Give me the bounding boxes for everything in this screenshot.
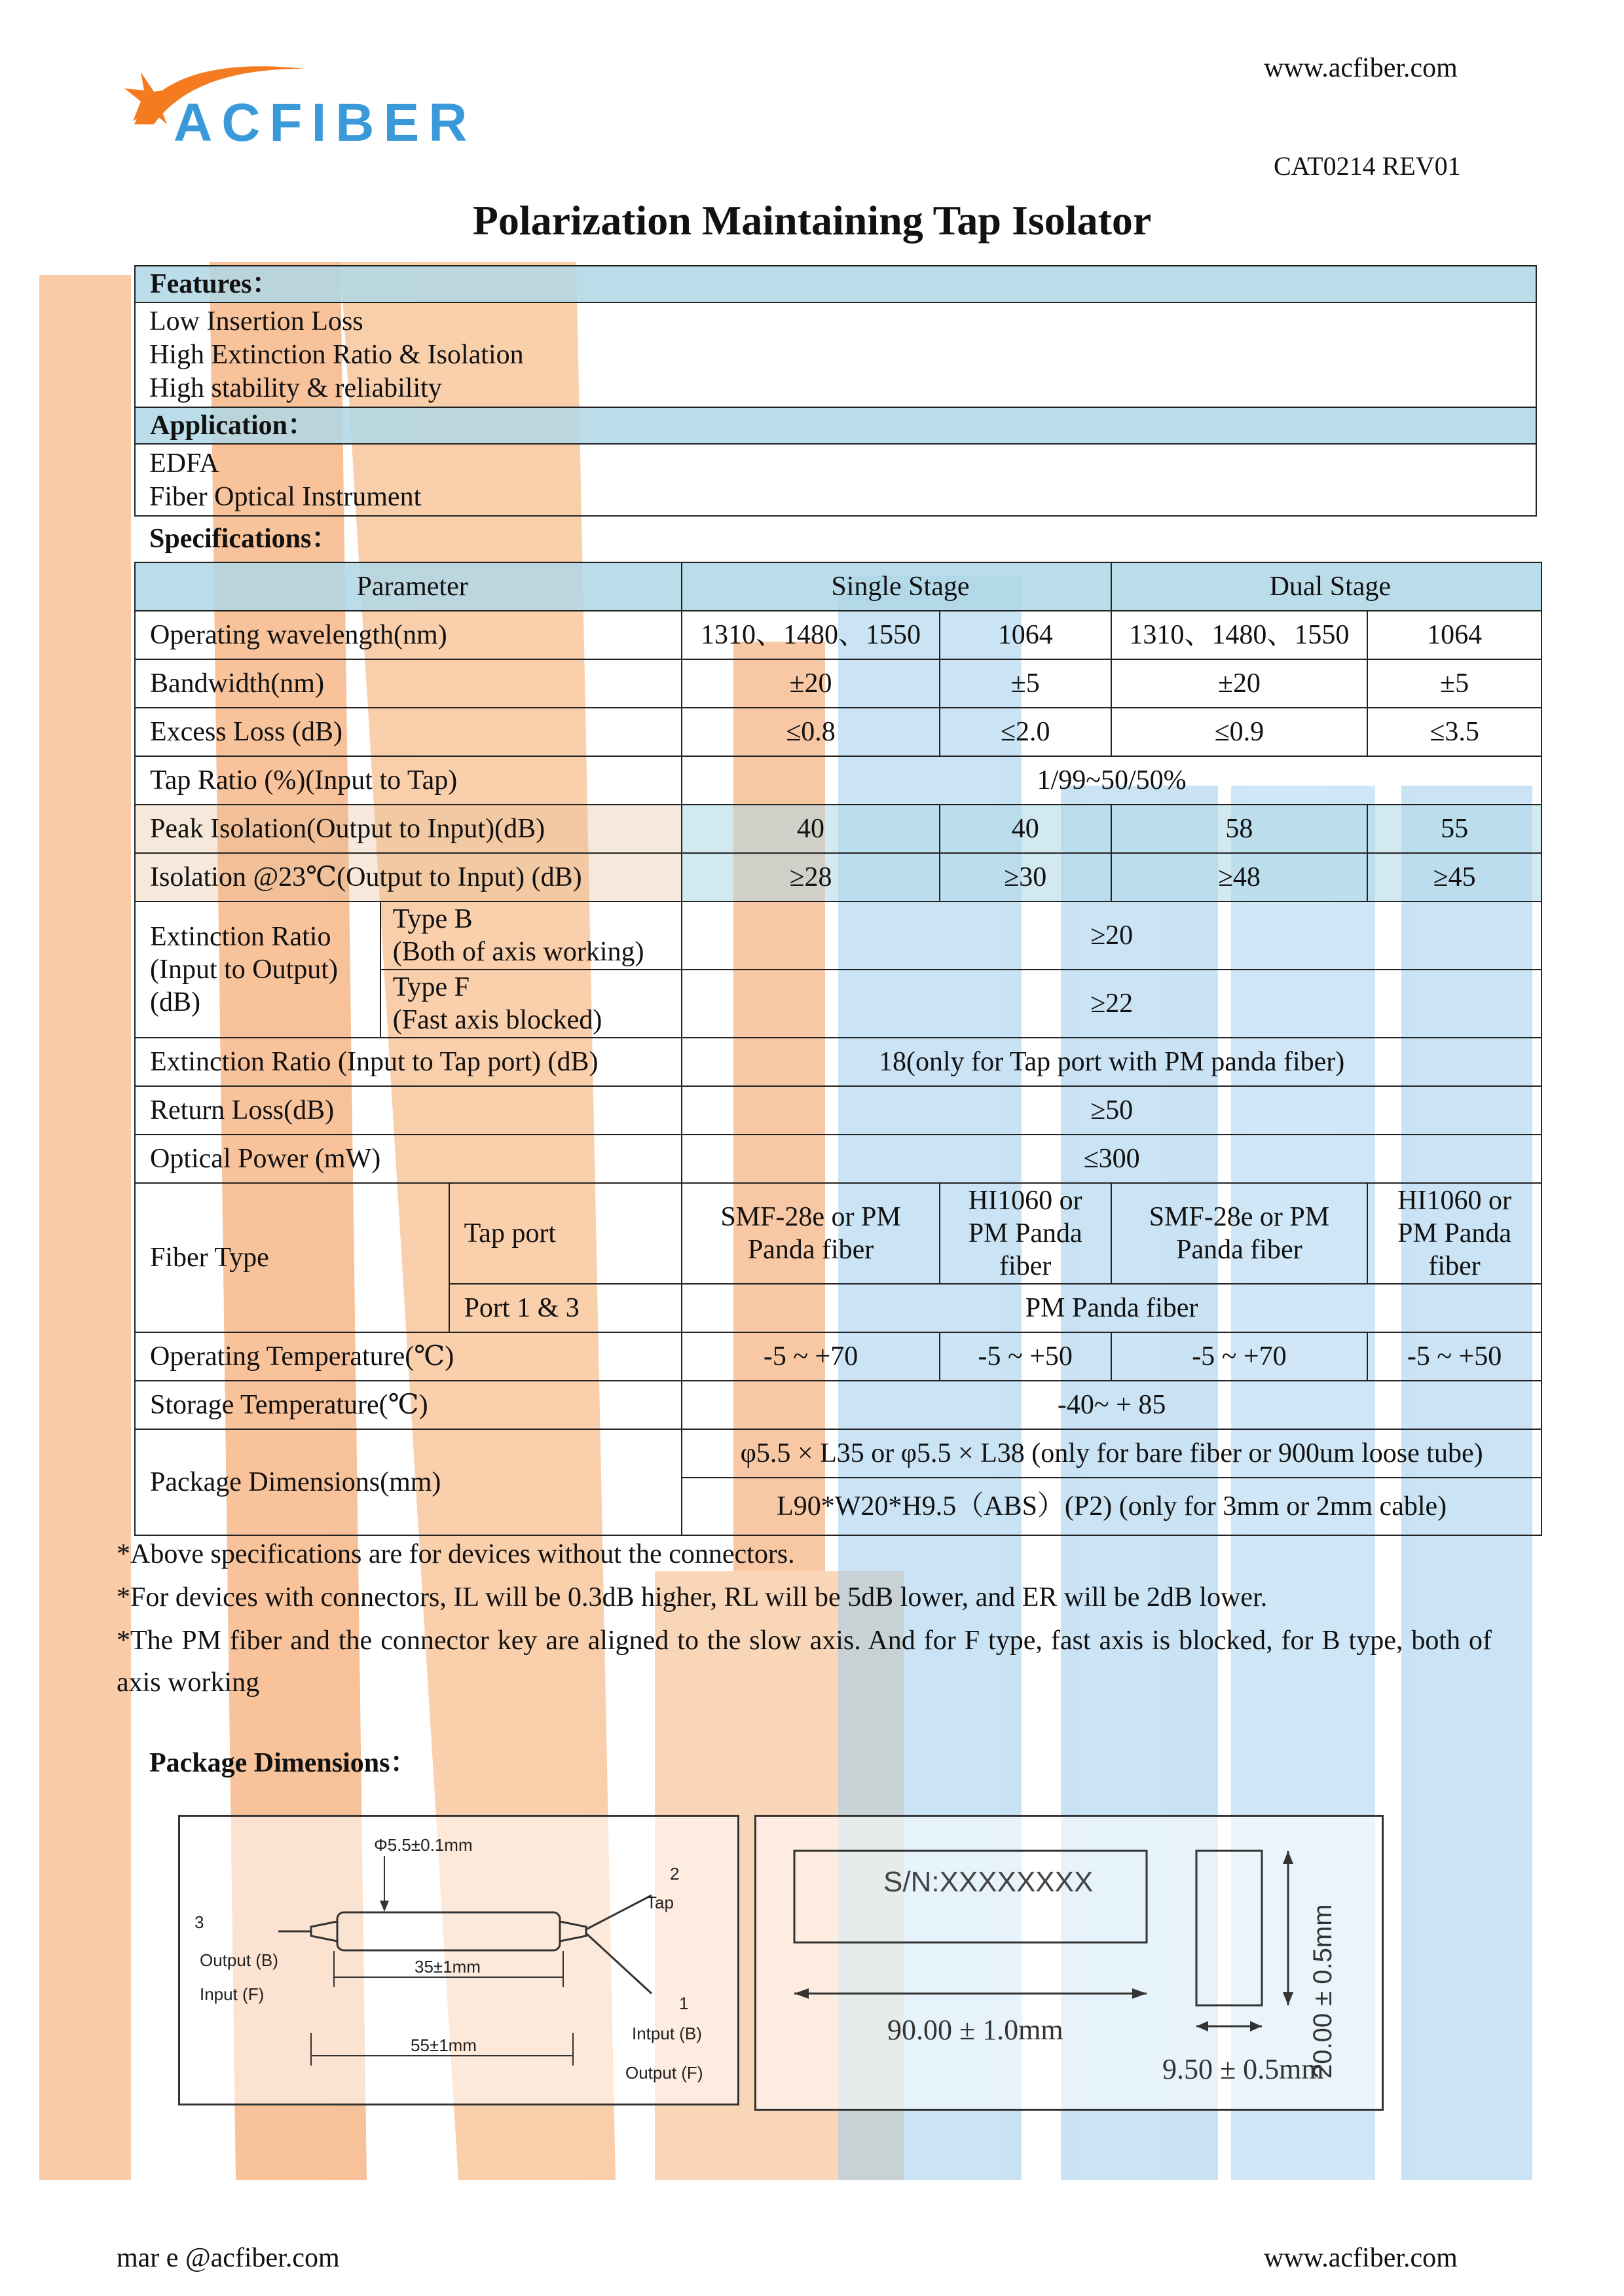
cell-line: fiber [999,1251,1052,1281]
cell: 18(only for Tap port with PM panda fiber) [682,1038,1541,1086]
specifications-heading: Specifications： [149,524,339,554]
footer-website[interactable]: www.acfiber.com [1264,2243,1458,2273]
width-dimension: 20.00 ± 0.5mm [1308,1904,1337,2079]
footer-email[interactable]: mar e @acfiber.com [117,2243,340,2273]
cell-line: PM Panda [968,1218,1082,1248]
cell-line: PM Panda [1397,1218,1512,1248]
length-55-label: 55±1mm [411,2035,477,2055]
page-title: Polarization Maintaining Tap Isolator [472,197,1152,244]
cell: 58 [1111,805,1368,853]
type-f-line: Type F [392,972,470,1002]
cell-line: Panda fiber [747,1235,874,1265]
serial-number: S/N:XXXXXXXX [883,1866,1094,1898]
tap-port-label: Tap port [449,1183,682,1284]
extinction-label-line: Extinction Ratio [150,922,331,952]
input-f-label: Input (F) [200,1984,265,2004]
cell: 55 [1367,805,1541,853]
application-item: Fiber Optical Instrument [149,482,422,512]
table-row [135,562,1541,611]
application-heading-text: Application： [150,410,316,441]
isolator-drawing [178,1815,739,2105]
row-label: Storage Temperature(℃) [135,1381,682,1429]
table-row [135,659,1541,708]
cell: -5 ~ +50 [1367,1332,1541,1381]
type-f-label [380,970,682,1038]
port-2-label: 2 [670,1864,680,1884]
row-label: Extinction Ratio (Input to Tap port) (dB) [135,1038,682,1086]
height-dimension: 9.50 ± 0.5mm [1162,2053,1324,2085]
port13-label: Port 1 & 3 [449,1284,682,1332]
package-dimensions-heading: Package Dimensions： [149,1748,418,1778]
table-row [135,1429,1541,1478]
package-drawing-svg [756,1817,1382,2109]
header-website[interactable]: www.acfiber.com [1264,53,1458,83]
tap-label: Tap [646,1893,674,1912]
input-b-label: Intput (B) [632,2024,702,2043]
cell: ±20 [682,659,940,708]
features-heading [134,265,1537,303]
cell: 1/99~50/50% [682,756,1541,805]
cell: ≥45 [1367,853,1541,902]
cell: PM Panda fiber [682,1284,1541,1332]
cell [682,1183,940,1284]
type-b-line: Type B [392,904,473,934]
table-row [135,1332,1541,1381]
cell: 1064 [1367,611,1541,659]
note: *The PM fiber and the connector key are aligned to the slow axis. And for F type, fast axis is blocked, for B type, both of axis working [117,1626,1492,1698]
row-label: Peak Isolation(Output to Input)(dB) [135,805,682,853]
cell: L90*W20*H9.5（ABS）(P2) (only for 3mm or 2mm cable) [682,1478,1541,1535]
row-label: Package Dimensions(mm) [135,1429,682,1535]
col-header-dual: Dual Stage [1111,562,1541,611]
row-label: Tap Ratio (%)(Input to Tap) [135,756,682,805]
cell: ±5 [1367,659,1541,708]
cell-line: SMF-28e or PM [1149,1202,1330,1232]
table-row [135,1381,1541,1429]
cell-line: HI1060 or [968,1186,1082,1216]
cell-line: fiber [1428,1251,1481,1281]
cell [1367,1183,1541,1284]
table-row [135,853,1541,902]
port-1-label: 1 [679,1994,689,2013]
cell-line: SMF-28e or PM [720,1202,901,1232]
package-side [1196,1851,1262,2005]
cell: ≥48 [1111,853,1368,902]
output-f-label: Output (F) [625,2063,703,2083]
type-b-label [380,902,682,970]
table-row [135,708,1541,756]
cell-line: Panda fiber [1176,1235,1302,1265]
cell [1111,1183,1368,1284]
cell: -40~ + 85 [682,1381,1541,1429]
cell [940,1183,1111,1284]
type-b-line: (Both of axis working) [392,937,644,967]
logo-text: ACFIBER [174,93,477,151]
application-item: EDFA [149,448,219,479]
cell: ≥50 [682,1086,1541,1135]
extinction-label-line: (dB) [150,987,200,1017]
feature-item: High Extinction Ratio & Isolation [149,340,524,370]
row-label: Operating wavelength(nm) [135,611,682,659]
row-label: Operating Temperature(℃) [135,1332,682,1381]
table-row [135,1183,1541,1284]
features-heading-text: Features： [150,269,280,299]
feature-item: High stability & reliability [149,373,442,403]
row-label: Bandwidth(nm) [135,659,682,708]
cell: 1310、1480、1550 [682,611,940,659]
output-b-label: Output (B) [200,1950,278,1970]
cell: ≤0.8 [682,708,940,756]
cell: 1310、1480、1550 [1111,611,1368,659]
length-dimension: 90.00 ± 1.0mm [887,2014,1063,2046]
table-row [135,1086,1541,1135]
cell: 40 [940,805,1111,853]
row-label-extinction [135,902,380,1038]
cell: ≥20 [682,902,1541,970]
cell: ±20 [1111,659,1368,708]
length-35-label: 35±1mm [415,1957,481,1977]
cell: ≤3.5 [1367,708,1541,756]
note: *For devices with connectors, IL will be 0.3dB higher, RL will be 5dB lower, and ER will be 2dB lower. [117,1582,1268,1613]
catalog-number: CAT0214 REV01 [1274,151,1461,181]
table-row [135,902,1541,970]
cell: 40 [682,805,940,853]
row-label: Optical Power (mW) [135,1135,682,1183]
port-3-label: 3 [194,1912,204,1932]
cell: -5 ~ +70 [1111,1332,1368,1381]
table-row [135,1135,1541,1183]
col-header-parameter: Parameter [135,562,682,611]
extinction-label-line: (Input to Output) [150,955,338,985]
specifications-table [134,562,1542,1536]
col-header-single: Single Stage [682,562,1111,611]
table-row [135,805,1541,853]
acfiber-logo [115,52,481,151]
cell: ≤0.9 [1111,708,1368,756]
row-label: Return Loss(dB) [135,1086,682,1135]
cell: ≥22 [682,970,1541,1038]
cell-line: HI1060 or [1397,1186,1511,1216]
cell: -5 ~ +70 [682,1332,940,1381]
cell: 1064 [940,611,1111,659]
row-label: Isolation @23℃(Output to Input) (dB) [135,853,682,902]
table-row [135,1038,1541,1086]
package-drawing [754,1815,1384,2111]
cell: ±5 [940,659,1111,708]
isolator-body [337,1912,560,1950]
cell: -5 ~ +50 [940,1332,1111,1381]
row-label: Fiber Type [135,1183,449,1332]
note: *Above specifications are for devices without the connectors. [117,1539,795,1569]
row-label: Excess Loss (dB) [135,708,682,756]
type-f-line: (Fast axis blocked) [392,1005,602,1035]
cell: ≥28 [682,853,940,902]
feature-item: Low Insertion Loss [149,306,363,337]
table-row [135,756,1541,805]
isolator-drawing-svg [180,1817,737,2104]
cell: ≤2.0 [940,708,1111,756]
cell: φ5.5 × L35 or φ5.5 × L38 (only for bare fiber or 900um loose tube) [682,1429,1541,1478]
cell: ≤300 [682,1135,1541,1183]
table-row [135,611,1541,659]
diameter-label: Φ5.5±0.1mm [374,1835,473,1855]
application-heading [134,407,1537,445]
cell: ≥30 [940,853,1111,902]
